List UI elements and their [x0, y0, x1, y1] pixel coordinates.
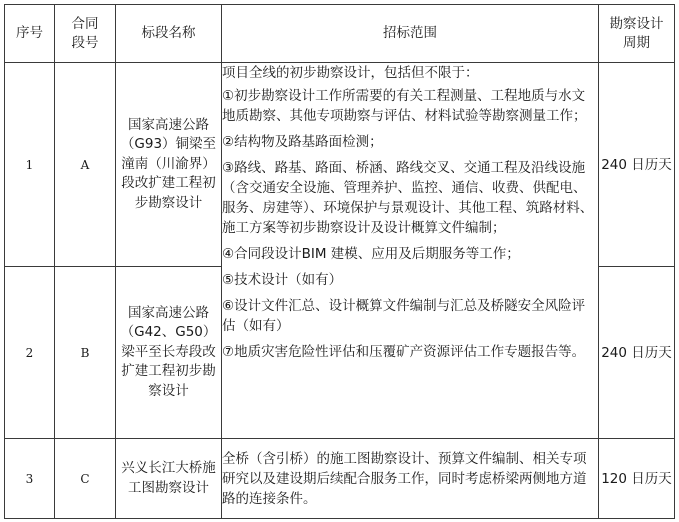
header-section-name: 标段名称 — [116, 5, 222, 63]
row-seq: 3 — [5, 439, 55, 519]
row-section-name: 国家高速公路（G93）铜梁至潼南（川渝界）段改扩建工程初步勘察设计 — [116, 63, 222, 267]
table-row — [5, 439, 675, 519]
row-seq: 2 — [5, 267, 55, 439]
table-row — [5, 63, 675, 267]
header-contract-segment — [55, 5, 116, 63]
row-seq: 1 — [5, 63, 55, 267]
scope-intro: 项目全线的初步勘察设计，包括但不限于： — [222, 65, 479, 81]
row-segment: A — [55, 63, 116, 267]
header-scope: 招标范围 — [222, 5, 599, 63]
scope-item-3: ③路线、路基、路面、桥涵、路线交叉、交通工程及沿线设施（含交通安全设施、管理养护、监控、通信、收费、供配电、服务、房建等）、环境保护与景观设计、其他工程、筑路材料、施工方案等初步勘察设计及设计概算文件编制； — [222, 160, 594, 236]
row-cycle: 240 日历天 — [599, 267, 675, 439]
shared-scope-cell — [222, 63, 599, 439]
scope-item-5: ⑤技术设计（如有） — [222, 272, 343, 288]
scope-item-2: ②结构物及路基路面检测； — [222, 134, 383, 150]
header-seq: 序号 — [5, 5, 55, 63]
row-segment: C — [55, 439, 116, 519]
row-section-name: 国家高速公路（G42、G50）梁平至长寿段改扩建工程初步勘察设计 — [116, 267, 222, 439]
header-row — [5, 5, 675, 63]
scope-item-7: ⑦地质灾害危险性评估和压覆矿产资源评估工作专题报告等。 — [222, 344, 586, 360]
scope-item-1: ①初步勘察设计工作所需要的有关工程测量、工程地质与水文地质勘察、其他专项勘察与评估、材料试验等勘察测量工作； — [222, 88, 587, 124]
row-section-name: 兴义长江大桥施工图勘察设计 — [116, 439, 222, 519]
row-segment: B — [55, 267, 116, 439]
tender-table — [4, 4, 675, 519]
scope-item-4: ④合同段设计BIM 建模、应用及后期服务等工作； — [222, 246, 520, 262]
row-scope: 全桥（含引桥）的施工图勘察设计、预算文件编制、相关专项研究以及建设期后续配合服务工作，同时考虑桥梁两侧地方道路的连接条件。 — [222, 439, 599, 519]
header-cycle — [599, 5, 675, 63]
row-cycle: 240 日历天 — [599, 63, 675, 267]
row-cycle: 120 日历天 — [599, 439, 675, 519]
scope-item-6: ⑥设计文件汇总、设计概算文件编制与汇总及桥隧安全风险评估（如有） — [222, 298, 586, 334]
header-cycle-text: 勘察设计周期 — [609, 15, 664, 51]
header-contract-segment-text: 合同段号 — [71, 15, 99, 51]
